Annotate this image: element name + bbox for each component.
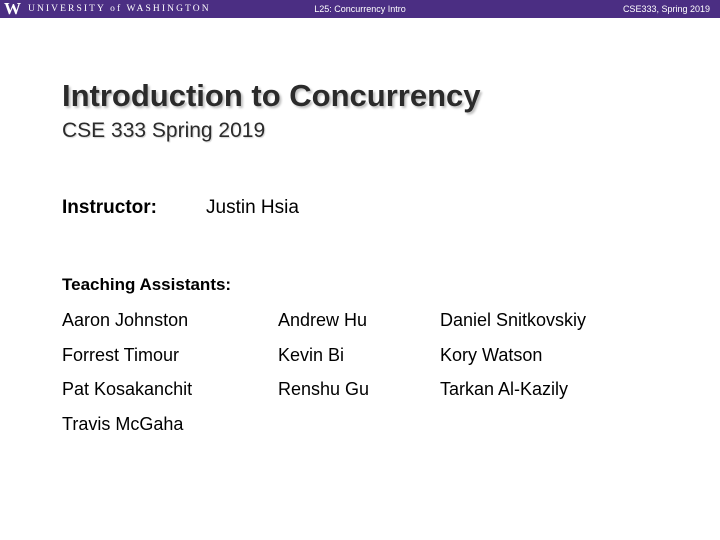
ta-name: Pat Kosakanchit <box>62 379 193 399</box>
ta-name: Andrew Hu <box>278 310 368 330</box>
ta-name: Tarkan Al-Kazily <box>440 379 569 399</box>
ta-name: Forrest Timour <box>62 345 180 365</box>
instructor-name: Justin Hsia <box>206 197 299 218</box>
slide-subtitle: CSE 333 Spring 2019 <box>62 119 266 142</box>
slide-title: Introduction to Concurrency <box>62 78 481 113</box>
ta-name: Travis McGaha <box>62 414 184 434</box>
ta-heading: Teaching Assistants: <box>62 275 232 294</box>
ta-name: Aaron Johnston <box>62 310 189 330</box>
university-name: UNIVERSITY of WASHINGTON <box>28 4 211 14</box>
course-label: CSE333, Spring 2019 <box>622 4 710 14</box>
instructor-label: Instructor: <box>62 197 157 218</box>
header-bar <box>0 0 720 18</box>
ta-name: Kevin Bi <box>278 345 345 365</box>
ta-name: Renshu Gu <box>278 379 370 399</box>
lecture-label: L25: Concurrency Intro <box>314 4 406 14</box>
w-logo-icon: W <box>4 0 21 18</box>
ta-name: Daniel Snitkovskiy <box>440 310 587 330</box>
ta-name: Kory Watson <box>440 345 543 365</box>
